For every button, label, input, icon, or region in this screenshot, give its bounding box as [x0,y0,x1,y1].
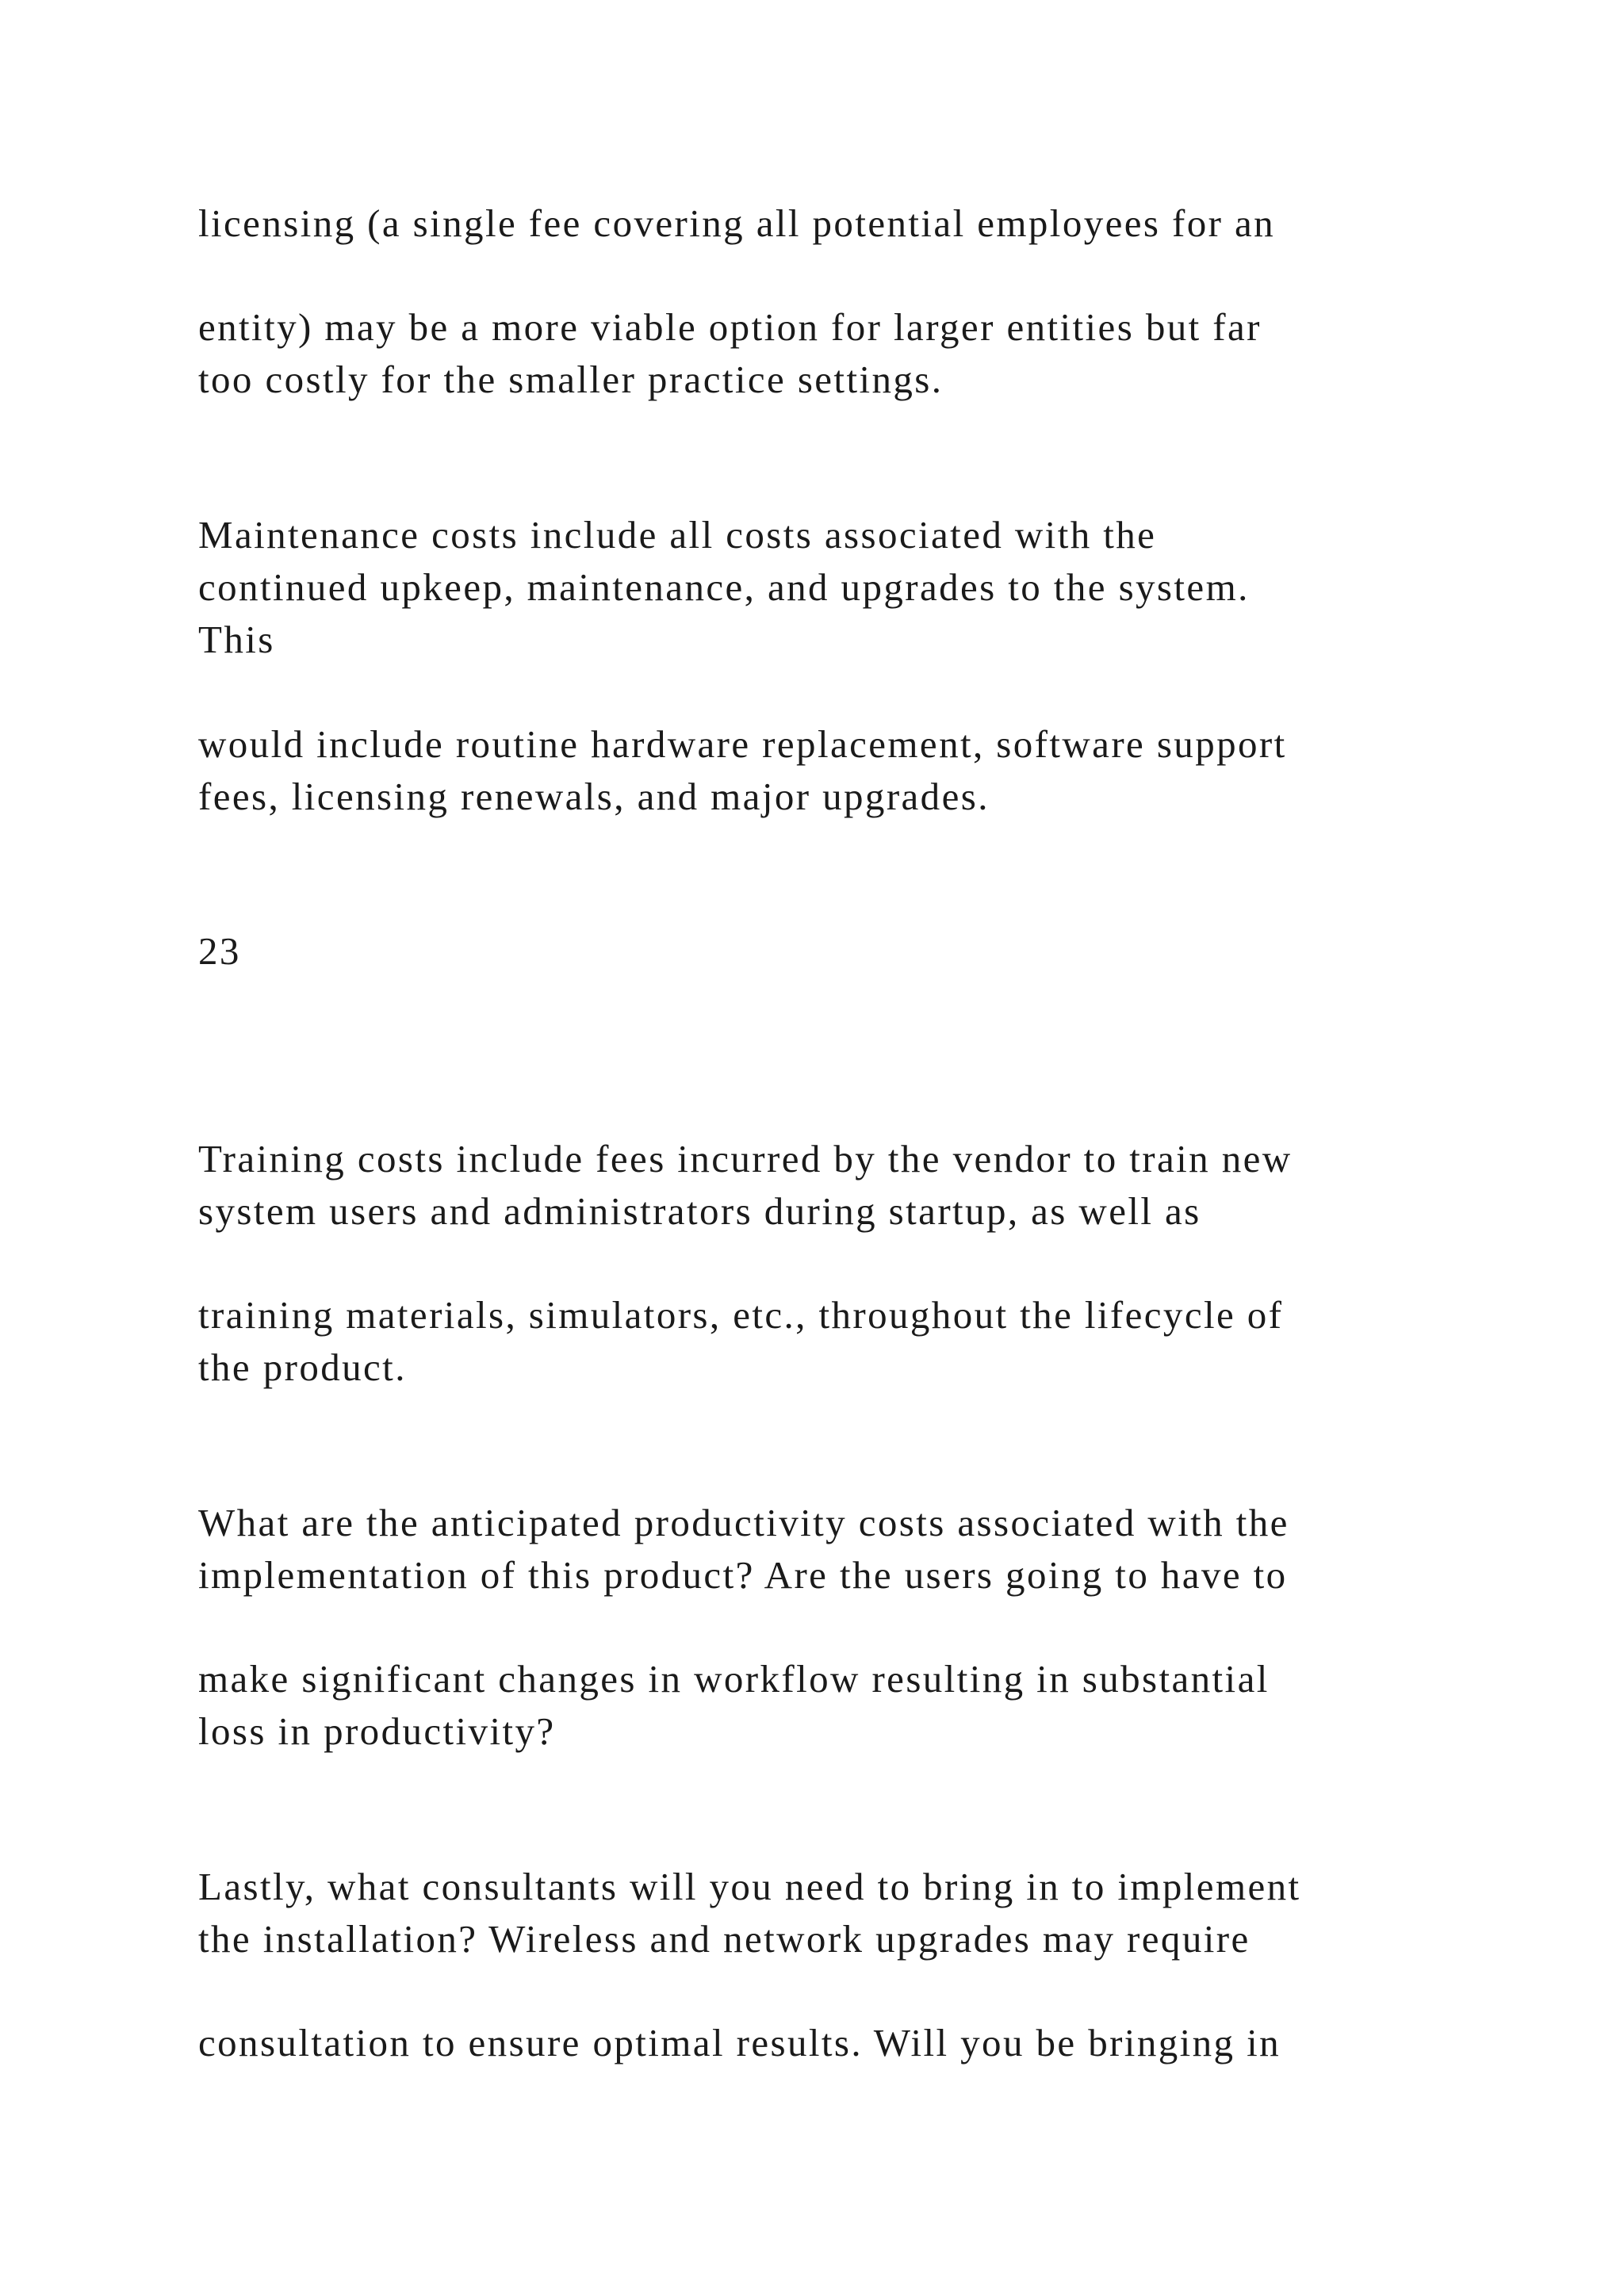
text-line: Lastly, what consultants will you need to bring in to implement [198,1865,1301,1908]
text-line: licensing (a single fee covering all potential employees for an [198,201,1276,245]
text-line: Training costs include fees incurred by the vendor to train new [198,1137,1293,1181]
text-line: make significant changes in workflow resulting in substantial [198,1657,1270,1701]
text-line: continued upkeep, maintenance, and upgrades to the system. [198,565,1250,609]
text-line: too costly for the smaller practice settings. [198,358,944,401]
text-line: entity) may be a more viable option for larger entities but far [198,305,1262,349]
text-line: system users and administrators during startup, as well as [198,1189,1201,1233]
text-line: training materials, simulators, etc., throughout the lifecycle of [198,1293,1284,1337]
text-line: the installation? Wireless and network upgrades may require [198,1917,1251,1961]
text-line: the product. [198,1345,407,1389]
text-line: Maintenance costs include all costs associated with the [198,513,1157,557]
text-line: fees, licensing renewals, and major upgrades. [198,775,990,818]
text-line: consultation to ensure optimal results. Will you be bringing in [198,2021,1281,2064]
text-line: loss in productivity? [198,1709,556,1753]
text-line: would include routine hardware replacement, software support [198,722,1287,766]
text-line: What are the anticipated productivity costs associated with the [198,1501,1289,1544]
text-line: implementation of this product? Are the users going to have to [198,1553,1288,1597]
page-number: 23 [198,929,241,973]
text-line: This [198,618,275,661]
